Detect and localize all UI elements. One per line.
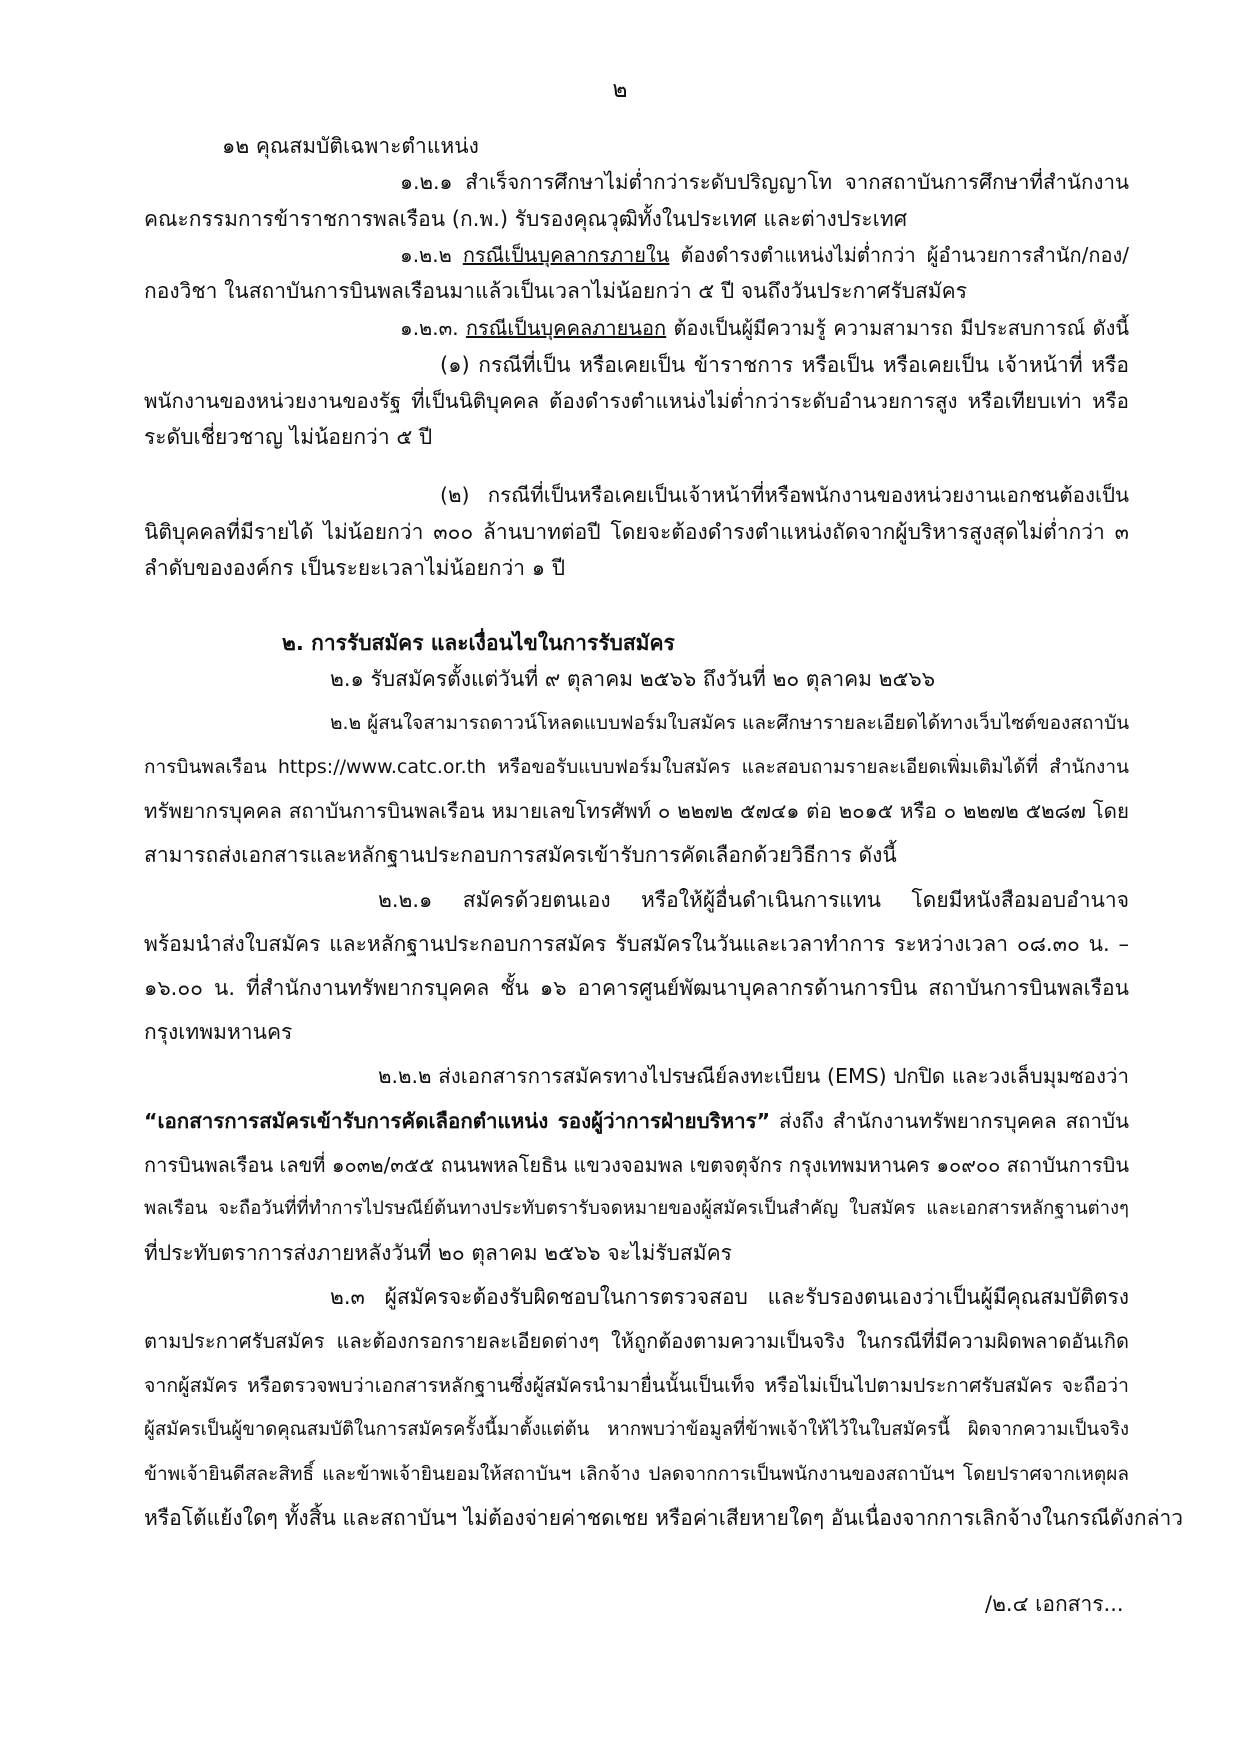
item-2-2-2-line2-rest: ส่งถึง สำนักงานทรัพยากรบุคคล สถาบัน xyxy=(778,1109,1129,1133)
item-1-2-1-line1: ๑.๒.๑ สำเร็จการศึกษาไม่ต่ำกว่าระดับปริญญาโท จากสถาบันการศึกษาที่สำนักงาน xyxy=(400,170,1129,194)
item-1-2-3-sub1-line1: (๑) กรณีที่เป็น หรือเคยเป็น ข้าราชการ หรือเป็น หรือเคยเป็น เจ้าหน้าที่ หรือ xyxy=(440,353,1129,377)
item-1-2-2-underlined: กรณีเป็นบุคลากรภายใน xyxy=(462,243,670,267)
item-1-2-2-rest: ต้องดำรงตำแหน่งไม่ต่ำกว่า ผู้อำนวยการสำนัก/กอง/ xyxy=(680,243,1130,267)
item-2-2-line2: การบินพลเรือน https://www.catc.or.th หรือขอรับแบบฟอร์มใบสมัคร และสอบถามรายละเอียดเพิ่มเติมได้ที่ สำนักงาน xyxy=(144,756,1129,778)
section-1-2-heading: ๑๒ คุณสมบัติเฉพาะตำแหน่ง xyxy=(222,134,479,158)
item-2-3-line4: ผู้สมัครเป็นผู้ขาดคุณสมบัติในการสมัครครั้งนี้มาตั้งแต่ต้น หากพบว่าข้อมูลที่ข้าพเจ้าให้ไว้ในใบสมัครนี้ ผิดจากความเป็นจริง xyxy=(144,1419,1129,1440)
item-1-2-3-sub2-line1: (๒) กรณีที่เป็นหรือเคยเป็นเจ้าหน้าที่หรือพนักงานของหน่วยงานเอกชนต้องเป็น xyxy=(440,483,1129,507)
item-2-3-line2: ตามประกาศรับสมัคร และต้องกรอกรายละเอียดต่างๆ ให้ถูกต้องตามความเป็นจริง ในกรณีที่มีความผิดพลาดอันเกิด xyxy=(144,1329,1129,1353)
item-2-2-2-line4: พลเรือน จะถือวันที่ที่ทำการไปรษณีย์ต้นทางประทับตรารับจดหมายของผู้สมัครเป็นสำคัญ ใบสมัคร และเอกสารหลักฐานต่างๆ xyxy=(144,1198,1129,1219)
item-2-2-2-line1: ๒.๒.๒ ส่งเอกสารการสมัครทางไปรษณีย์ลงทะเบียน (EMS) ปกปิด และวงเล็บมุมซองว่า xyxy=(378,1064,1129,1088)
item-2-2-2-line2 xyxy=(144,1106,1129,1136)
item-1-2-2-line2: กองวิชา ในสถาบันการบินพลเรือนมาแล้วเป็นเวลาไม่น้อยกว่า ๕ ปี จนถึงวันประกาศรับสมัคร xyxy=(144,279,967,303)
item-1-2-3-underlined: กรณีเป็นบุคคลภายนอก xyxy=(465,316,667,340)
item-1-2-3-rest: ต้องเป็นผู้มีความรู้ ความสามารถ มีประสบการณ์ ดังนี้ xyxy=(673,316,1130,340)
item-2-3-line3: จากผู้สมัคร หรือตรวจพบว่าเอกสารหลักฐานซึ่งผู้สมัครนำมายื่นนั้นเป็นเท็จ หรือไม่เป็นไปตามประกาศรับสมัคร จะถือว่า xyxy=(144,1374,1129,1397)
item-2-2-1-line2: พร้อมนำส่งใบสมัคร และหลักฐานประกอบการสมัคร รับสมัครในวันและเวลาทำการ ระหว่างเวลา ๐๘.๓๐ น. – xyxy=(144,932,1129,956)
item-2-3-line1: ๒.๓ ผู้สมัครจะต้องรับผิดชอบในการตรวจสอบ และรับรองตนเองว่าเป็นผู้มีคุณสมบัติตรง xyxy=(330,1285,1129,1309)
item-2-2-1-line1: ๒.๒.๑ สมัครด้วยตนเอง หรือให้ผู้อื่นดำเนินการแทน โดยมีหนังสือมอบอำนาจ xyxy=(378,888,1129,912)
item-1-2-3-number: ๑.๒.๓. xyxy=(400,316,459,340)
item-2-3-line6: หรือโต้แย้งใดๆ ทั้งสิ้น และสถาบันฯ ไม่ต้องจ่ายค่าชดเชย หรือค่าเสียหายใดๆ อันเนื่องจากการเลิกจ้างในกรณีดังกล่าว xyxy=(144,1506,1184,1530)
item-2-2-1-line3: ๑๖.๐๐ น. ที่สำนักงานทรัพยากรบุคคล ชั้น ๑๖ อาคารศูนย์พัฒนาบุคลากรด้านการบิน สถาบันการบินพลเรือน xyxy=(144,976,1129,1000)
item-2-2-2-line5: ที่ประทับตราการส่งภายหลังวันที่ ๒๐ ตุลาคม ๒๕๖๖ จะไม่รับสมัคร xyxy=(144,1241,732,1265)
item-1-2-3-sub2-line2: นิติบุคคลที่มีรายได้ ไม่น้อยกว่า ๓๐๐ ล้านบาทต่อปี โดยจะต้องดำรงตำแหน่งถัดจากผู้บริหารสูงสุดไม่ต่ำกว่า ๓ xyxy=(144,520,1129,544)
item-2-3-line5: ข้าพเจ้ายินดีสละสิทธิ์ และข้าพเจ้ายินยอมให้สถาบันฯ เลิกจ้าง ปลดจากการเป็นพนักงานของสถาบันฯ โดยปราศจากเหตุผล xyxy=(144,1463,1129,1485)
continuation-note: /๒.๔ เอกสาร... xyxy=(985,1592,1124,1616)
item-1-2-3-sub2-line3: ลำดับขององค์กร เป็นระยะเวลาไม่น้อยกว่า ๑ ปี xyxy=(144,556,566,580)
item-1-2-3-sub1-line3: ระดับเชี่ยวชาญ ไม่น้อยกว่า ๕ ปี xyxy=(144,425,433,449)
page-number: ๒ xyxy=(612,77,628,103)
item-2-2-line4: สามารถส่งเอกสารและหลักฐานประกอบการสมัครเข้ารับการคัดเลือกด้วยวิธีการ ดังนี้ xyxy=(144,843,897,867)
item-2-2-line3: ทรัพยากรบุคคล สถาบันการบินพลเรือน หมายเลขโทรศัพท์ ๐ ๒๒๗๒ ๕๗๔๑ ต่อ ๒๐๑๕ หรือ ๐ ๒๒๗๒ ๕๒๘๗ โดย xyxy=(144,799,1129,823)
item-1-2-3-sub1-line2: พนักงานของหน่วยงานของรัฐ ที่เป็นนิติบุคคล ต้องดำรงตำแหน่งไม่ต่ำกว่าระดับอำนวยการสูง หรือเทียบเท่า หรือ xyxy=(144,389,1129,413)
item-2-2-1-line4: กรุงเทพมหานคร xyxy=(144,1020,293,1044)
item-2-2-2-line3: การบินพลเรือน เลขที่ ๑๐๓๒/๓๕๕ ถนนพหลโยธิน แขวงจอมพล เขตจตุจักร กรุงเทพมหานคร ๑๐๙๐๐ สถาบันการบิน xyxy=(144,1153,1130,1177)
item-1-2-3-line1 xyxy=(400,313,1129,343)
item-2-2-2-bold-title: “เอกสารการสมัครเข้ารับการคัดเลือกตำแหน่ง รองผู้ว่าการฝ่ายบริหาร” xyxy=(144,1109,771,1133)
section-2-heading: ๒. การรับสมัคร และเงื่อนไขในการรับสมัคร xyxy=(282,631,675,655)
item-1-2-2-line1 xyxy=(400,240,1129,270)
item-2-1: ๒.๑ รับสมัครตั้งแต่วันที่ ๙ ตุลาคม ๒๕๖๖ ถึงวันที่ ๒๐ ตุลาคม ๒๕๖๖ xyxy=(330,667,936,691)
item-2-2-line1: ๒.๒ ผู้สนใจสามารถดาวน์โหลดแบบฟอร์มใบสมัคร และศึกษารายละเอียดได้ทางเว็บไซต์ของสถาบัน xyxy=(330,712,1130,734)
item-1-2-2-number: ๑.๒.๒ xyxy=(400,243,452,267)
item-1-2-1-line2: คณะกรรมการข้าราชการพลเรือน (ก.พ.) รับรองคุณวุฒิทั้งในประเทศ และต่างประเทศ xyxy=(144,207,908,231)
